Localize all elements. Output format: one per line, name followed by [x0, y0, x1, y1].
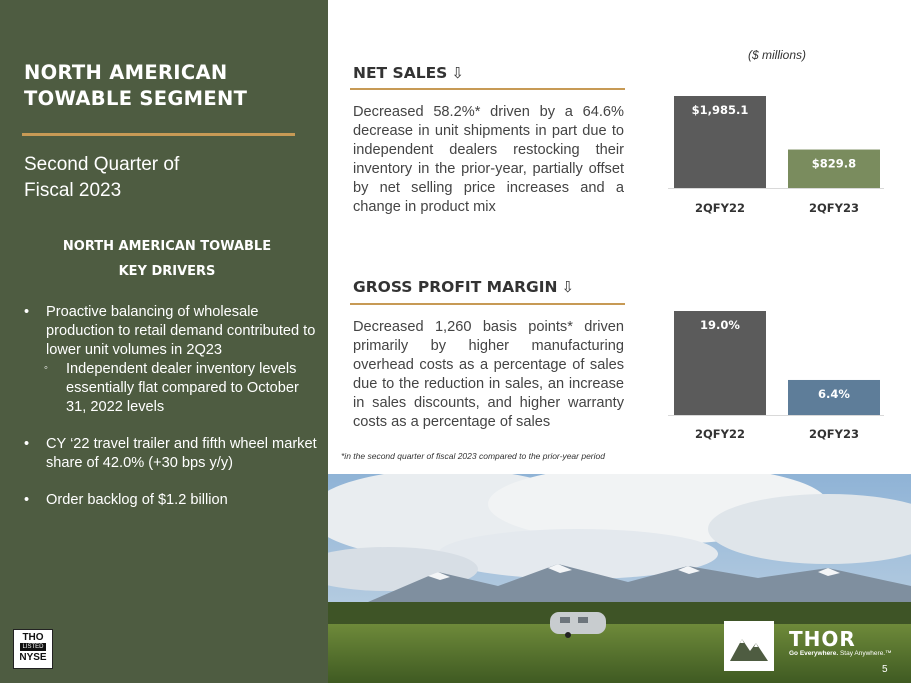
category-tick-label: 2QFY22 — [695, 427, 745, 441]
net-sales-description: Decreased 58.2%* driven by a 64.6% decrease in unit shipments in part due to independent dealers restocking their inventory in the prior-year, partially offset by net selling price increases and a change in product mix — [353, 104, 624, 215]
gross-margin-heading — [353, 278, 574, 296]
key-drivers-line1: NORTH AMERICAN TOWABLE — [62, 239, 272, 254]
key-drivers-line2: KEY DRIVERS — [118, 264, 216, 279]
driver-bullet-text: CY ‘22 travel trailer and fifth wheel market share of 42.0% (+30 bps y/y) — [46, 436, 317, 471]
page-number: 5 — [882, 664, 888, 675]
nyse-listed-badge — [13, 629, 53, 669]
data-label: $1,985.1 — [691, 103, 749, 117]
nyse-ticker: THO — [22, 632, 44, 643]
gross-margin-divider — [350, 303, 625, 305]
driver-sub-bullet — [22, 360, 322, 417]
nyse-exchange: NYSE — [19, 652, 47, 663]
brand-name: THOR — [789, 627, 856, 651]
down-arrow-icon: ⇩ — [561, 278, 575, 296]
driver-bullet — [22, 491, 322, 510]
segment-title — [24, 60, 314, 112]
period-subtitle-line1: Second Quarter of — [24, 154, 180, 175]
net-sales-chart-svg — [668, 86, 884, 216]
period-subtitle-line2: Fiscal 2023 — [24, 180, 122, 201]
driver-bullet — [22, 303, 322, 360]
key-drivers-list — [22, 303, 322, 528]
data-label: 19.0% — [700, 318, 740, 332]
brand-tagline-bold: Go Everywhere. — [789, 650, 839, 657]
brand-tagline — [789, 650, 892, 657]
gross-margin-description: Decreased 1,260 basis points* driven primarily by higher manufacturing overhead costs as a percentage of sales due to the reduction in sales, an increase in sales discounts, and higher warranty costs as a percentage of sales — [353, 319, 624, 430]
net-sales-heading-text: NET SALES — [353, 64, 448, 82]
down-arrow-icon: ⇩ — [451, 64, 464, 82]
nyse-listed-label: LISTED — [20, 643, 46, 651]
category-tick-label: 2QFY23 — [809, 201, 859, 215]
net-sales-divider — [350, 88, 625, 90]
sidebar-panel — [0, 0, 328, 683]
key-drivers-heading — [22, 234, 312, 284]
data-label: 6.4% — [818, 386, 850, 401]
bullet-dot-icon: • — [24, 436, 30, 452]
net-sales-heading — [353, 64, 464, 82]
gross-margin-heading-text: GROSS PROFIT MARGIN — [353, 278, 558, 296]
driver-bullet-text: Proactive balancing of wholesale production to retail demand contributed to lower unit volumes in 2Q23 — [46, 304, 316, 358]
title-divider — [22, 133, 295, 136]
segment-title-line2: TOWABLE SEGMENT — [24, 87, 248, 110]
driver-bullet-text: Order backlog of $1.2 billion — [46, 492, 228, 508]
units-label: ($ millions) — [748, 48, 807, 62]
brand-tagline-light: Stay Anywhere.™ — [839, 650, 892, 657]
sub-bullet-dot-icon: ◦ — [44, 362, 48, 374]
category-tick-label: 2QFY22 — [695, 201, 745, 215]
driver-bullet — [22, 435, 322, 473]
category-tick-label: 2QFY23 — [809, 427, 859, 441]
gross-margin-chart-svg — [668, 308, 884, 443]
driver-sub-bullet-text: Independent dealer inventory levels essentially flat compared to October 31, 2022 levels — [66, 361, 299, 415]
period-subtitle — [24, 152, 179, 204]
gross-margin-chart — [668, 308, 884, 443]
segment-title-line1: NORTH AMERICAN — [24, 61, 228, 84]
net-sales-chart — [668, 86, 884, 216]
footnote: *in the second quarter of fiscal 2023 compared to the prior-year period — [341, 451, 605, 461]
bullet-dot-icon: • — [24, 492, 30, 508]
data-label: $829.8 — [811, 156, 857, 171]
thor-mountain-logo-icon — [724, 621, 774, 671]
bullet-dot-icon: • — [24, 304, 30, 320]
